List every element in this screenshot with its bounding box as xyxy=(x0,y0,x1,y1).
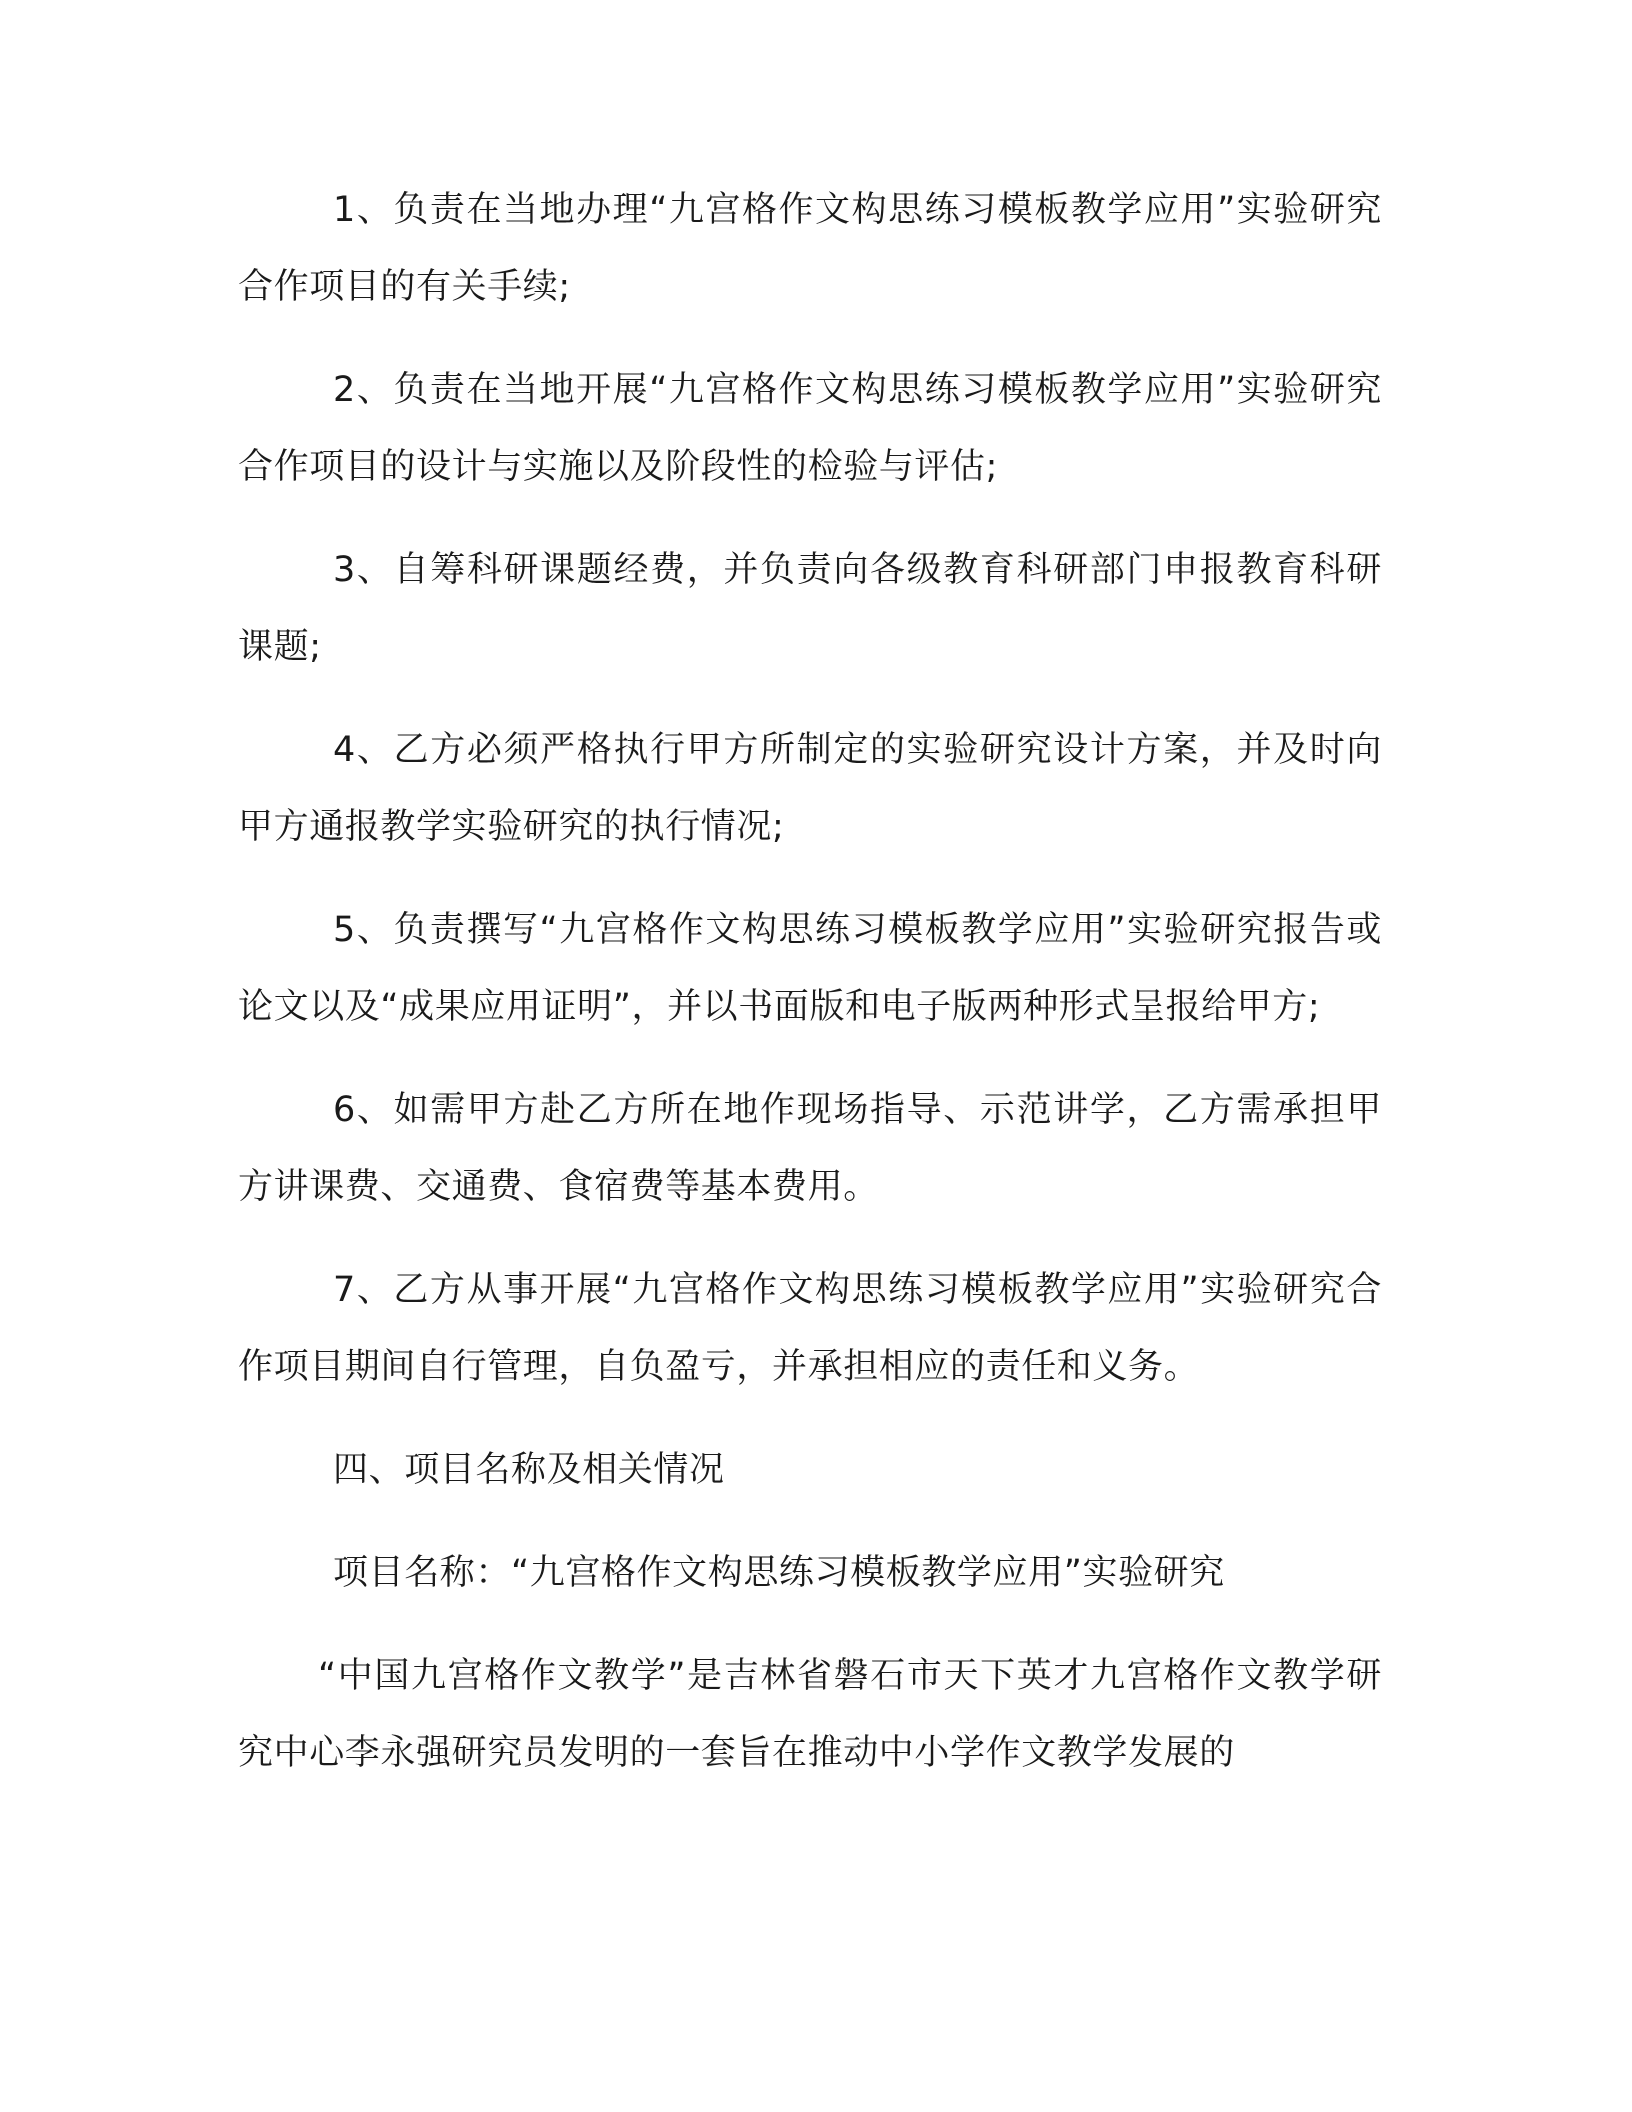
paragraph-item-4: 4、乙方必须严格执行甲方所制定的实验研究设计方案，并及时向甲方通报教学实验研究的执行情况; xyxy=(238,730,1382,847)
section-heading-4: 四、项目名称及相关情况 xyxy=(333,1450,725,1490)
paragraph-item-3: 3、自筹科研课题经费，并负责向各级教育科研部门申报教育科研课题; xyxy=(238,550,1382,667)
paragraph-item-5: 5、负责撰写“九宫格作文构思练习模板教学应用”实验研究报告或论文以及“成果应用证明”，并以书面版和电子版两种形式呈报给甲方; xyxy=(238,910,1382,1027)
paragraph-item-7: 7、乙方从事开展“九宫格作文构思练习模板教学应用”实验研究合作项目期间自行管理，自负盈亏，并承担相应的责任和义务。 xyxy=(238,1270,1382,1387)
paragraph-item-1: 1、负责在当地办理“九宫格作文构思练习模板教学应用”实验研究合作项目的有关手续; xyxy=(238,190,1382,307)
project-description: “中国九宫格作文教学”是吉林省磐石市天下英才九宫格作文教学研究中心李永强研究员发明的一套旨在推动中小学作文教学发展的 xyxy=(238,1656,1382,1773)
paragraph-item-6: 6、如需甲方赴乙方所在地作现场指导、示范讲学，乙方需承担甲方讲课费、交通费、食宿费等基本费用。 xyxy=(238,1090,1382,1207)
project-name-line: 项目名称：“九宫格作文构思练习模板教学应用”实验研究 xyxy=(333,1553,1225,1593)
paragraph-item-2: 2、负责在当地开展“九宫格作文构思练习模板教学应用”实验研究合作项目的设计与实施以及阶段性的检验与评估; xyxy=(238,370,1382,487)
